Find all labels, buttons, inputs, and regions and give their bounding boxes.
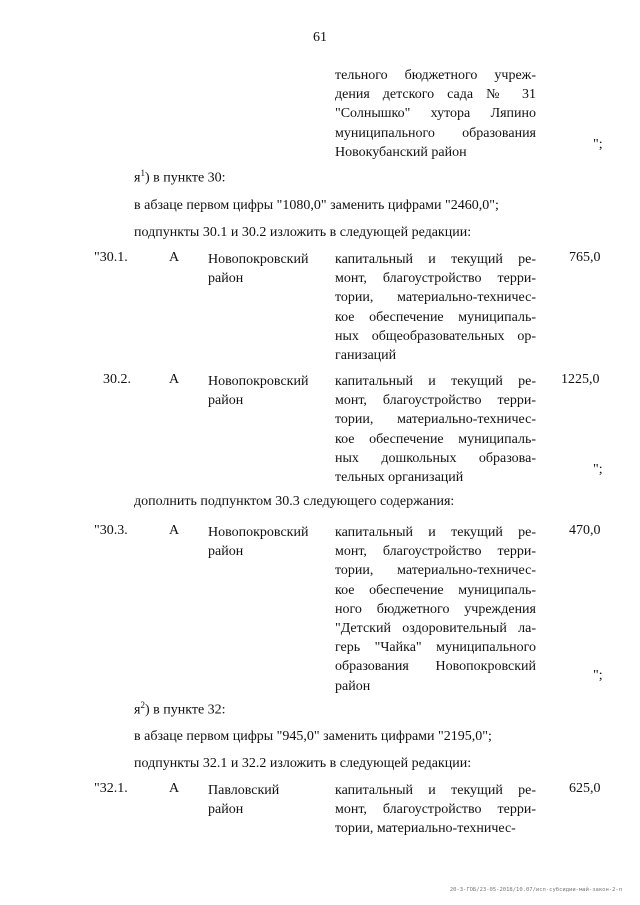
description-line: тории, материально-техничес- [335,412,536,428]
row-district [208,523,308,561]
amendment-heading-1 [134,168,226,187]
description-line: образования Новопокровский [335,659,536,675]
row-number: 30.2. [103,372,131,387]
description-line: капитальный и текущий ре- [335,783,536,798]
closing-quote: "; [593,668,603,683]
description-line: ных общеобразовательных ор- [335,328,536,344]
district-line: район [208,802,244,818]
row-district [208,781,279,819]
description-line: тельных организаций [335,470,464,486]
continuation-line: муниципального образования [335,125,536,141]
continuation-line: "Солнышко" хутора Ляпино [335,106,536,122]
amendment-line: дополнить подпунктом 30.3 следующего содержания: [134,494,455,509]
description-line: тории, материально-техничес- [335,290,536,306]
description-line: капитальный и текущий ре- [335,252,536,267]
row-district [208,372,308,410]
description-line: монт, благоустройство терри- [335,271,536,287]
row-number: "30.3. [94,523,128,538]
description-line: кое обеспечение муниципаль- [335,582,536,598]
row-category: А [169,523,180,538]
amendment-line: подпункты 30.1 и 30.2 изложить в следующей редакции: [134,225,472,240]
amendment-heading-2 [134,700,226,719]
heading-text: ) в пункте 30: [144,170,226,186]
description-line: капитальный и текущий ре- [335,374,536,389]
page-number: 61 [313,30,327,45]
row-category: А [169,372,180,387]
description-line: монт, благоустройство терри- [335,802,536,818]
description-line: "Детский оздоровительный ла- [335,621,536,637]
description-line: ного бюджетного учреждения [335,601,536,617]
amendment-line: в абзаце первом цифры "1080,0" заменить цифрами "2460,0"; [134,198,499,213]
row-description [335,781,536,839]
row-description [335,523,536,696]
heading-superscript: 2 [140,700,145,710]
row-category: А [169,781,180,796]
row-amount: 1225,0 [561,372,600,387]
description-line: район [335,678,371,694]
row-category: А [169,250,180,265]
row-amount: 625,0 [569,781,601,796]
description-line: монт, благоустройство терри- [335,544,536,560]
row-amount: 765,0 [569,250,601,265]
description-line: герь "Чайка" муниципального [335,640,536,656]
district-line: Новопокровский [208,252,309,267]
description-line: тории, материально-техничес- [335,563,536,579]
closing-quote: "; [593,137,603,152]
row-district [208,250,308,288]
heading-letter: я [134,702,141,718]
description-line: кое обеспечение муниципаль- [335,309,536,325]
continuation-line: Новокубанский район [335,144,467,160]
district-line: Новопокровский [208,374,309,389]
row-number: "32.1. [94,781,128,796]
continuation-line: дения детского сада № 31 [335,87,536,103]
description-line: ных дошкольных образова- [335,450,536,466]
closing-quote: "; [593,462,603,477]
district-line: район [208,393,244,409]
row-description [335,372,536,487]
description-line: тории, материально-техничес- [335,821,516,837]
top-continuation [335,66,536,162]
heading-superscript: 1 [140,168,145,178]
description-line: капитальный и текущий ре- [335,525,536,540]
continuation-line: тельного бюджетного учреж- [335,68,536,83]
district-line: Павловский [208,783,280,798]
row-amount: 470,0 [569,523,601,538]
row-description [335,250,536,365]
description-line: монт, благоустройство терри- [335,393,536,409]
description-line: кое обеспечение муниципаль- [335,431,536,447]
heading-letter: я [134,170,141,186]
district-line: Новопокровский [208,525,309,540]
footer-file-path: 20-3-ГОБ/23-05-2018/10.07/исп-субсидии-май-закон-2-п [449,887,622,893]
district-line: район [208,271,244,287]
heading-text: ) в пункте 32: [144,702,226,718]
amendment-line: в абзаце первом цифры "945,0" заменить цифрами "2195,0"; [134,729,492,744]
district-line: район [208,544,244,560]
amendment-line: подпункты 32.1 и 32.2 изложить в следующей редакции: [134,756,472,771]
description-line: ганизаций [335,348,397,364]
row-number: "30.1. [94,250,128,265]
